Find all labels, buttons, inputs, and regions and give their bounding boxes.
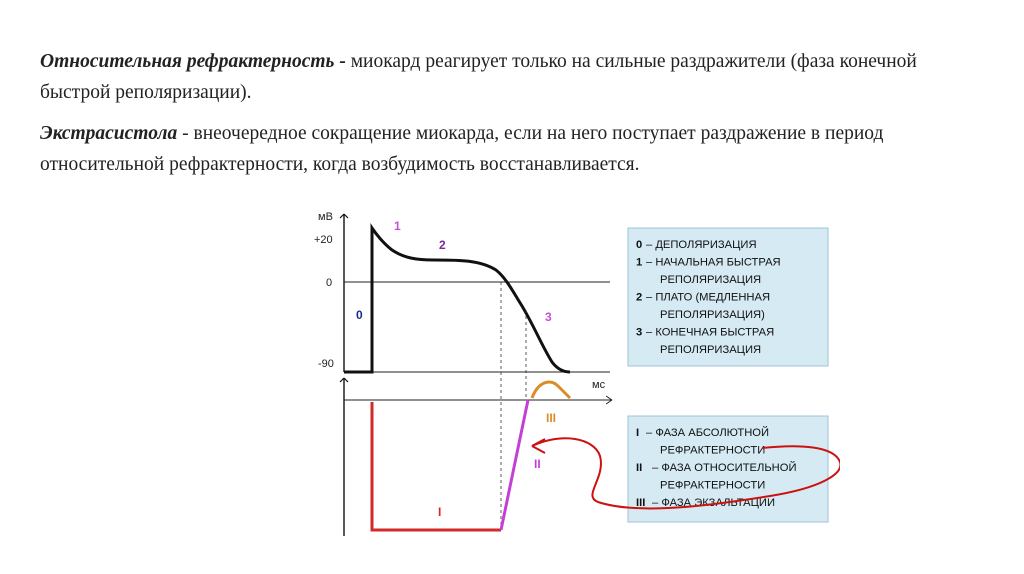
- term-relative-refractory: Относительная рефрактерность -: [40, 51, 351, 72]
- phase-1-label: 1: [394, 219, 401, 233]
- paragraph-extrasystole: [40, 118, 990, 180]
- legend-top-item-text-1: – НАЧАЛЬНАЯ БЫСТРАЯ: [646, 256, 781, 269]
- action-potential-figure: [300, 200, 840, 560]
- figure-svg: [300, 200, 840, 560]
- legend-top-item-num-3: 2: [636, 291, 643, 304]
- y-unit-label: мВ: [318, 211, 333, 223]
- legend-bottom-item-num-2: II: [636, 462, 643, 474]
- term-extrasystole: Экстрасистола: [40, 123, 178, 144]
- x-unit-label: мс: [592, 379, 606, 391]
- phase-II-label: II: [534, 457, 541, 471]
- legend-bottom-item-text-2: – ФАЗА ОТНОСИТЕЛЬНОЙ: [652, 462, 797, 474]
- legend-top-item-text-2: РЕПОЛЯРИЗАЦИЯ: [660, 274, 762, 286]
- legend-top: [636, 239, 781, 356]
- legend-bottom-item-num-0: I: [636, 427, 640, 439]
- phase-2-label: 2: [439, 238, 446, 252]
- definition-relative-refractory: миокард реагирует только на сильные раздражители (фаза конечной быстрой реполяризации).: [40, 51, 917, 103]
- tick-plus20: +20: [314, 234, 333, 246]
- legend-top-item-num-0: 0: [636, 239, 643, 251]
- definition-extrasystole: - внеочередное сокращение миокарда, если на него поступает раздражение в период относительной рефрактерности, когда возбудимость восстанавливается.: [40, 123, 884, 175]
- phase-0-label: 0: [356, 308, 363, 322]
- legend-bottom-item-num-4: III: [636, 497, 646, 509]
- tick-zero: 0: [326, 277, 333, 289]
- phase-III-label: III: [546, 411, 557, 425]
- phase-I-label: I: [438, 505, 442, 519]
- paragraph-relative-refractory: [40, 46, 990, 108]
- legend-top-item-num-1: 1: [636, 256, 643, 269]
- legend-top-item-text-6: РЕПОЛЯРИЗАЦИЯ: [660, 344, 762, 356]
- legend-top-item-text-4: РЕПОЛЯРИЗАЦИЯ): [660, 309, 765, 321]
- legend-top-item-num-5: 3: [636, 326, 643, 339]
- phase-3-label: 3: [545, 310, 552, 324]
- tick-minus90: -90: [318, 358, 334, 370]
- legend-bottom-item-text-0: – ФАЗА АБСОЛЮТНОЙ: [646, 427, 770, 439]
- legend-bottom-item-text-1: РЕФРАКТЕРНОСТИ: [660, 444, 766, 457]
- legend-top-item-text-3: – ПЛАТО (МЕДЛЕННАЯ: [646, 291, 771, 304]
- legend-top-item-text-5: – КОНЕЧНАЯ БЫСТРАЯ: [646, 326, 775, 339]
- legend-bottom-item-text-4: – ФАЗА ЭКЗАЛЬТАЦИИ: [652, 497, 775, 509]
- legend-top-item-text-0: – ДЕПОЛЯРИЗАЦИЯ: [646, 239, 757, 251]
- legend-bottom-item-text-3: РЕФРАКТЕРНОСТИ: [660, 479, 766, 492]
